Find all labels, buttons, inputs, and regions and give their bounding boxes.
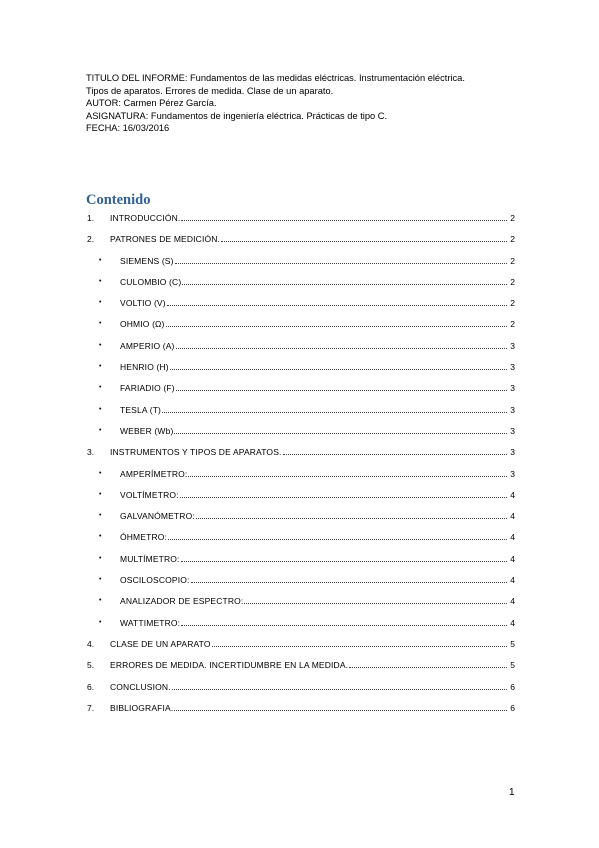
- toc-entry-page: 3: [510, 362, 515, 373]
- toc-entry[interactable]: [86, 700, 515, 721]
- dot-leader: [166, 325, 508, 327]
- toc-entry-page: 6: [510, 681, 515, 692]
- toc-entry-page: 2: [510, 276, 515, 287]
- toc-entry-page: 4: [510, 511, 515, 522]
- toc-entry-label: MULTÍMETRO:: [120, 553, 180, 564]
- toc-entry-row: [120, 339, 515, 353]
- toc-entry-label: VOLTIO (V): [120, 298, 166, 309]
- dot-leader: [172, 688, 508, 690]
- toc-entry-row: [120, 509, 515, 523]
- toc-entry[interactable]: [86, 380, 515, 401]
- toc-entry-page: 4: [510, 532, 515, 543]
- toc-entry-label: SIEMENS (S): [120, 255, 174, 266]
- toc-entry-page: 4: [510, 617, 515, 628]
- bullet-icon: •: [99, 554, 102, 562]
- toc-entry-row: [120, 296, 515, 310]
- toc-entry-page: 2: [510, 234, 515, 245]
- dot-leader: [174, 709, 507, 711]
- dot-leader: [212, 645, 508, 647]
- toc-entry-row: [120, 594, 515, 608]
- toc-entry-row: [110, 637, 515, 651]
- page-number: 1: [509, 787, 515, 798]
- header-title-line: TITULO DEL INFORME: Fundamentos de las medidas eléctricas. Instrumentación eléctrica.: [86, 73, 465, 83]
- toc-entry-label: CONCLUSION.: [110, 681, 171, 692]
- header-date-line: FECHA: 16/03/2016: [86, 123, 170, 134]
- report-header: [86, 72, 516, 135]
- toc-heading: Contenido: [86, 192, 151, 208]
- toc-entry[interactable]: [86, 466, 515, 487]
- toc-entry-label: TESLA (T): [120, 404, 162, 415]
- dot-leader: [175, 262, 508, 264]
- toc-entry-label: OSCILOSCOPIO:: [120, 575, 190, 586]
- toc-entry-row: [120, 552, 515, 566]
- dot-leader: [182, 283, 507, 285]
- toc-entry-row: [120, 530, 515, 544]
- bullet-icon: •: [99, 597, 102, 605]
- toc-entry-row: [120, 381, 515, 395]
- header-author-line: AUTOR: Carmen Pérez García.: [86, 98, 217, 109]
- toc-entry[interactable]: [86, 316, 515, 337]
- toc-entry-number: 2.: [87, 234, 95, 245]
- toc-entry-number: 3.: [87, 447, 95, 458]
- bullet-icon: •: [99, 341, 102, 349]
- toc-entry-label: AMPERIO (A): [120, 340, 175, 351]
- toc-entry-label: WATTIMETRO:: [120, 617, 181, 628]
- toc-entry-page: 3: [510, 447, 515, 458]
- toc-entry-label: CULOMBIO (C): [120, 276, 182, 287]
- toc-entry-label: GALVANÓMETRO:: [120, 511, 195, 522]
- toc-entry-page: 4: [510, 596, 515, 607]
- toc-entry-row: [110, 232, 515, 246]
- toc-entry-page: 3: [510, 425, 515, 436]
- toc-entry[interactable]: [86, 487, 515, 508]
- toc-entry[interactable]: [86, 402, 515, 423]
- table-of-contents: [86, 210, 515, 721]
- toc-entry-number: 6.: [87, 681, 95, 692]
- dot-leader: [167, 304, 508, 306]
- bullet-icon: •: [99, 320, 102, 328]
- dot-leader: [181, 560, 508, 562]
- toc-entry-row: [120, 275, 515, 289]
- header-subject-line: ASIGNATURA: Fundamentos de ingeniería eléctrica. Prácticas de tipo C.: [86, 110, 388, 121]
- toc-entry-page: 4: [510, 489, 515, 500]
- toc-entry-page: 6: [510, 702, 515, 713]
- toc-entry-number: 7.: [87, 702, 95, 713]
- toc-entry-row: [120, 573, 515, 587]
- bullet-icon: •: [99, 299, 102, 307]
- toc-entry-page: 5: [510, 638, 515, 649]
- toc-entry-row: [120, 467, 515, 481]
- toc-entry[interactable]: [86, 359, 515, 380]
- toc-entry[interactable]: [86, 338, 515, 359]
- toc-entry-row: [110, 658, 515, 672]
- bullet-icon: •: [99, 490, 102, 498]
- toc-entry-row: [120, 254, 515, 268]
- toc-entry-label: ÓHMETRO:: [120, 532, 168, 543]
- bullet-icon: •: [99, 533, 102, 541]
- dot-leader: [168, 538, 507, 540]
- toc-entry-number: 5.: [87, 660, 95, 671]
- bullet-icon: •: [99, 576, 102, 584]
- toc-entry[interactable]: [86, 593, 515, 614]
- toc-entry[interactable]: [86, 615, 515, 636]
- dot-leader: [349, 666, 507, 668]
- toc-entry-page: 5: [510, 660, 515, 671]
- toc-entry[interactable]: [86, 444, 515, 465]
- toc-entry-row: [110, 211, 515, 225]
- toc-entry-number: 1.: [87, 213, 95, 223]
- toc-entry-row: [110, 701, 515, 715]
- bullet-icon: •: [99, 363, 102, 371]
- toc-entry[interactable]: [86, 274, 515, 295]
- toc-entry[interactable]: [86, 657, 515, 678]
- dot-leader: [196, 517, 507, 519]
- toc-entry[interactable]: [86, 572, 515, 593]
- toc-entry-page: 3: [510, 468, 515, 479]
- dot-leader: [191, 581, 508, 583]
- toc-entry-label: OHMIO (Ω): [120, 319, 165, 330]
- dot-leader: [188, 475, 507, 477]
- toc-entry-page: 4: [510, 575, 515, 586]
- toc-entry-row: [120, 616, 515, 630]
- toc-entry-page: 2: [510, 319, 515, 330]
- toc-entry-page: 2: [510, 255, 515, 266]
- toc-entry-number: 4.: [87, 638, 95, 649]
- dot-leader: [181, 219, 507, 221]
- bullet-icon: •: [99, 618, 102, 626]
- bullet-icon: •: [99, 384, 102, 392]
- dot-leader: [170, 368, 508, 370]
- toc-entry[interactable]: [86, 253, 515, 274]
- toc-entry-page: 2: [510, 213, 515, 223]
- toc-entry-page: 3: [510, 383, 515, 394]
- dot-leader: [244, 602, 507, 604]
- toc-entry-label: VOLTÍMETRO:: [120, 489, 179, 500]
- bullet-icon: •: [99, 256, 102, 264]
- toc-entry[interactable]: [86, 295, 515, 316]
- toc-entry[interactable]: [86, 551, 515, 572]
- dot-leader: [221, 240, 507, 242]
- dot-leader: [176, 389, 508, 391]
- toc-entry-label: WEBER (Wb): [120, 425, 174, 436]
- toc-entry-page: 3: [510, 404, 515, 415]
- toc-entry-page: 2: [510, 298, 515, 309]
- toc-entry-label: ANALIZADOR DE ESPECTRO:: [120, 596, 244, 607]
- toc-entry-row: [110, 680, 515, 694]
- toc-entry-row: [120, 360, 515, 374]
- toc-entry[interactable]: [86, 508, 515, 529]
- dot-leader: [176, 347, 508, 349]
- toc-entry-row: [120, 424, 515, 438]
- toc-entry-label: BIBLIOGRAFIA.: [110, 702, 174, 713]
- dot-leader: [174, 432, 507, 434]
- toc-entry-row: [120, 403, 515, 417]
- dot-leader: [162, 411, 507, 413]
- toc-entry-label: PATRONES DE MEDICIÓN.: [110, 234, 221, 245]
- toc-entry-label: FARIADIO (F): [120, 383, 175, 394]
- bullet-icon: •: [99, 512, 102, 520]
- toc-entry[interactable]: [86, 231, 515, 252]
- dot-leader: [181, 624, 507, 626]
- bullet-icon: •: [99, 469, 102, 477]
- toc-entry-row: [110, 445, 515, 459]
- toc-entry[interactable]: [86, 679, 515, 700]
- bullet-icon: •: [99, 405, 102, 413]
- header-subtitle-line: Tipos de aparatos. Errores de medida. Clase de un aparato.: [86, 85, 334, 96]
- toc-entry-page: 4: [510, 553, 515, 564]
- toc-entry-label: CLASE DE UN APARATO: [110, 638, 211, 649]
- dot-leader: [283, 453, 508, 455]
- toc-entry-label: AMPERÍMETRO:: [120, 468, 188, 479]
- toc-entry-label: HENRIO (H): [120, 362, 169, 373]
- toc-entry[interactable]: [86, 210, 515, 231]
- toc-entry[interactable]: [86, 529, 515, 550]
- bullet-icon: •: [99, 426, 102, 434]
- toc-entry-row: [120, 317, 515, 331]
- toc-entry-row: [120, 488, 515, 502]
- toc-entry[interactable]: [86, 423, 515, 444]
- dot-leader: [180, 496, 508, 498]
- toc-entry[interactable]: [86, 636, 515, 657]
- toc-entry-page: 3: [510, 340, 515, 351]
- toc-entry-label: INTRODUCCIÓN.: [110, 213, 181, 223]
- toc-entry-label: INSTRUMENTOS Y TIPOS DE APARATOS.: [110, 447, 282, 458]
- bullet-icon: •: [99, 277, 102, 285]
- toc-entry-label: ERRORES DE MEDIDA. INCERTIDUMBRE EN LA MEDIDA.: [110, 660, 349, 671]
